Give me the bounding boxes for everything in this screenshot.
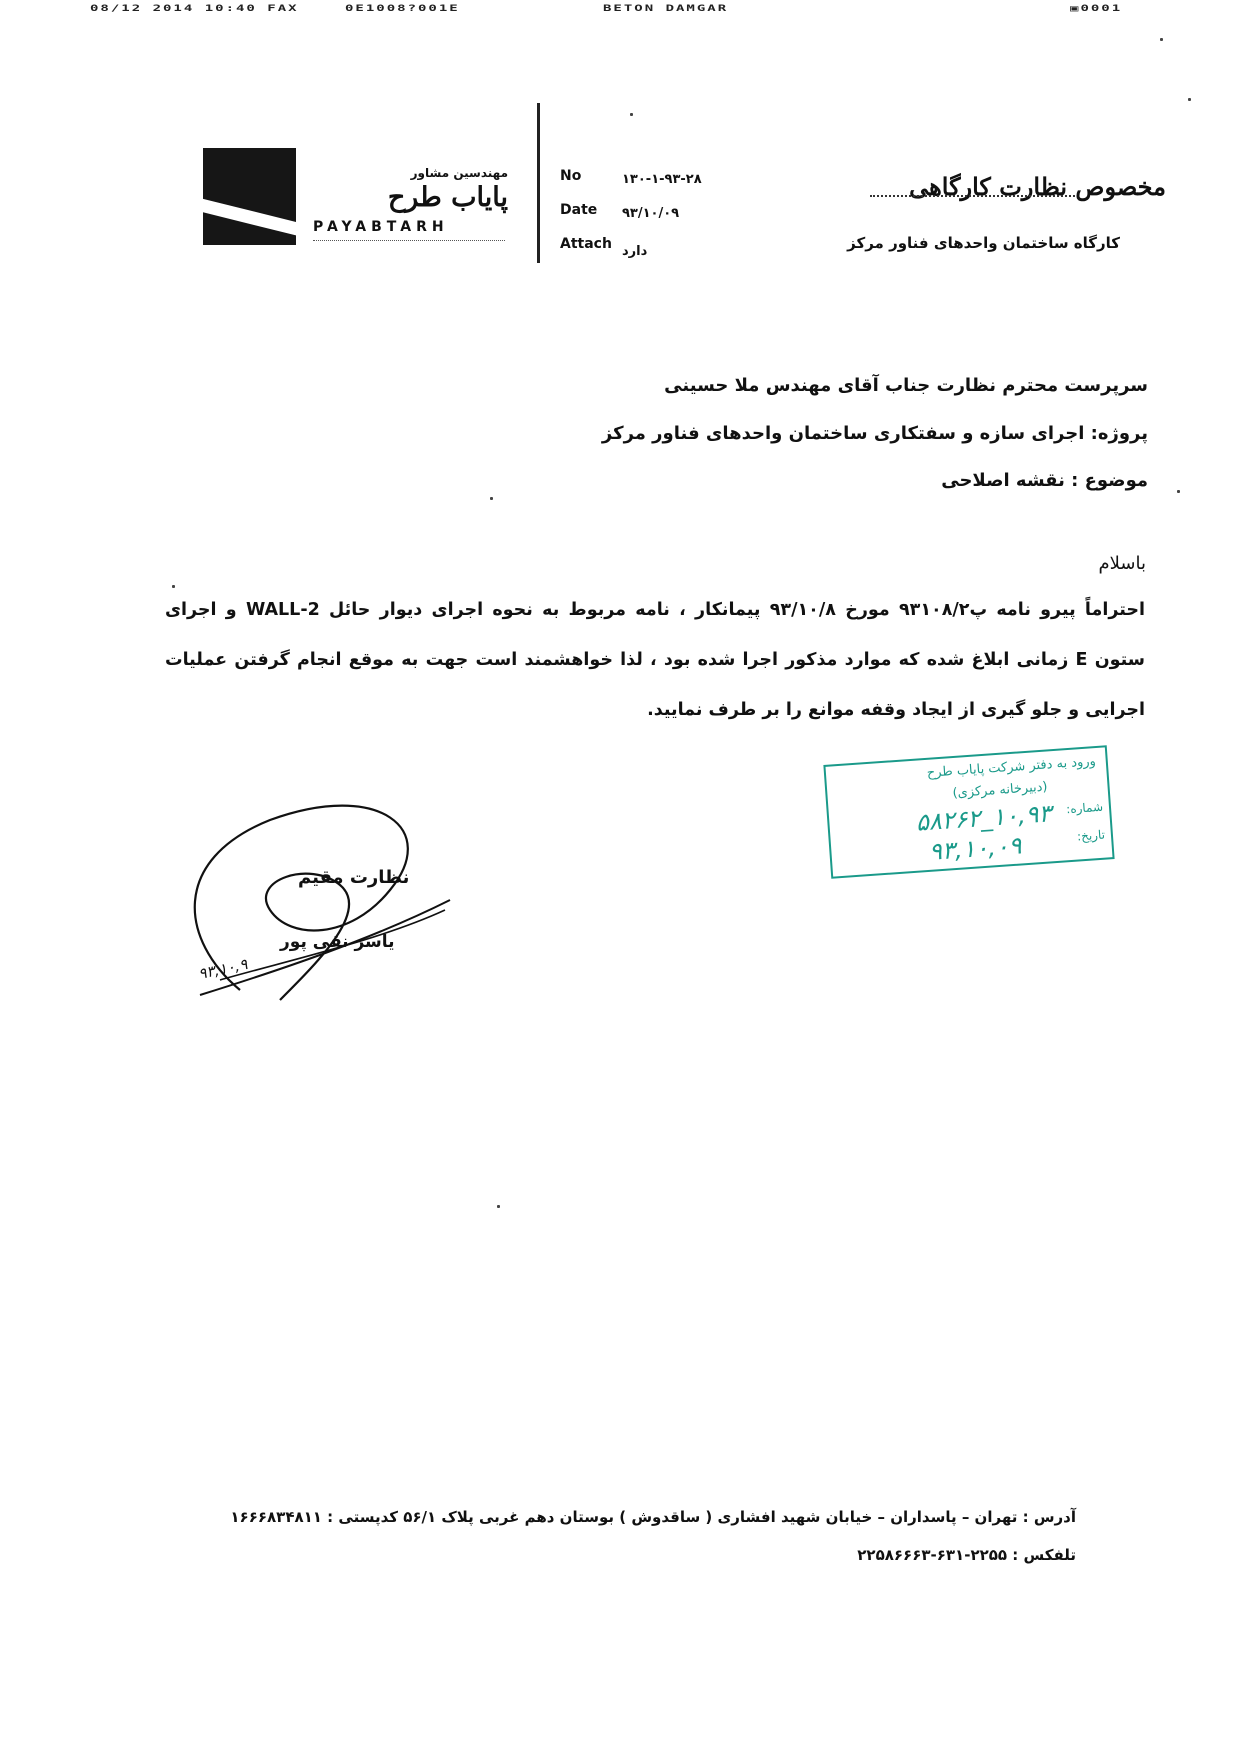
footer-address: آدرس : تهران – پاسداران – خیابان شهید افشاری ( ساقدوش ) بوستان دهم غربی پلاک ۵۶/۱ کدپستی : ۱۶۶۶۸۳۴۸۱۱ xyxy=(230,1508,1076,1526)
special-title-underline xyxy=(870,195,1075,197)
company-tagline-line xyxy=(313,240,505,244)
scan-speck xyxy=(1177,490,1180,493)
scan-speck xyxy=(1188,98,1191,101)
fax-page-number: 0001 xyxy=(1080,4,1123,14)
scan-speck xyxy=(630,113,633,116)
company-logo xyxy=(203,148,296,245)
incoming-stamp xyxy=(823,745,1114,879)
stamp-date-label: تاریخ: xyxy=(1076,827,1106,844)
stamp-number-label: شماره: xyxy=(1065,799,1104,817)
stamp-department: (دبیرخانه مرکزی) xyxy=(952,779,1048,802)
stamp-date: ۹۳,۱۰,۰۹ xyxy=(928,831,1023,866)
letter-no-label: No xyxy=(560,168,582,184)
fax-page-icon: ▣ xyxy=(1070,4,1081,14)
subject-line: موضوع : نقشه اصلاحی xyxy=(941,470,1148,491)
fax-number: 0E1008?001E xyxy=(345,4,460,14)
signer-name: یاسر نقی پور xyxy=(280,932,395,952)
letter-no-value: ۱۳۰-۱-۹۳-۲۸ xyxy=(622,172,702,187)
letter-date-value: ۹۳/۱۰/۰۹ xyxy=(622,206,680,221)
signer-title: نظارت مقیم xyxy=(298,867,410,888)
stamp-number: ۱۰,۹۳_۵۸۲۶۲ xyxy=(914,799,1053,837)
letter-body: احتراماً پیرو نامه پ۹۳۱۰۸/۲ مورخ ۹۳/۱۰/۸ پیمانکار ، نامه مربوط به نحوه اجرای دیوار حائل WALL-2 و اجرای ستون E زمانی ابلاغ شده که موارد مذکور اجرا شده بود ، لذا خواهشمند است جهت به موقع انجام گرفتن عملیات اجرایی و جلو گیری از ایجاد وقفه موانع را بر طرف نمایید. xyxy=(165,600,1145,720)
letter-attach-value: دارد xyxy=(622,244,648,259)
signature-date: ۹۳,۱۰,۹ xyxy=(196,955,250,983)
fax-sender: BETON DAMGAR xyxy=(603,4,729,14)
footer-phone: تلفکس : ۲۲۵۵-۶۳۱-۲۲۵۸۶۶۶۳ xyxy=(857,1546,1076,1564)
scan-speck xyxy=(1160,38,1163,41)
addressee-line: سرپرست محترم نظارت جناب آقای مهندس ملا حسینی xyxy=(664,375,1148,396)
workshop-name: کارگاه ساختمان واحدهای فناور مرکز xyxy=(847,234,1120,252)
special-title: مخصوص نظارت کارگاهی xyxy=(909,172,1166,201)
signature-drawing xyxy=(180,790,460,1020)
company-name-en: PAYABTARH xyxy=(313,219,449,235)
letter-date-label: Date xyxy=(560,202,598,218)
fax-timestamp: 08/12 2014 10:40 FAX xyxy=(90,4,299,14)
logo-stripe xyxy=(203,197,296,243)
scan-speck xyxy=(490,497,493,500)
company-name-fa: پایاب طرح xyxy=(387,182,508,213)
stamp-header: ورود به دفتر شرکت پایاب طرح xyxy=(926,754,1097,781)
greeting: باسلام xyxy=(1098,553,1146,574)
fax-page xyxy=(1070,4,1122,14)
letter-attach-label: Attach xyxy=(560,236,612,252)
header-divider xyxy=(537,103,540,263)
project-line: پروژه: اجرای سازه و سفتکاری ساختمان واحدهای فناور مرکز xyxy=(601,423,1148,444)
company-type: مهندسین مشاور xyxy=(410,166,508,180)
scan-speck xyxy=(172,585,175,588)
scan-speck xyxy=(497,1205,500,1208)
